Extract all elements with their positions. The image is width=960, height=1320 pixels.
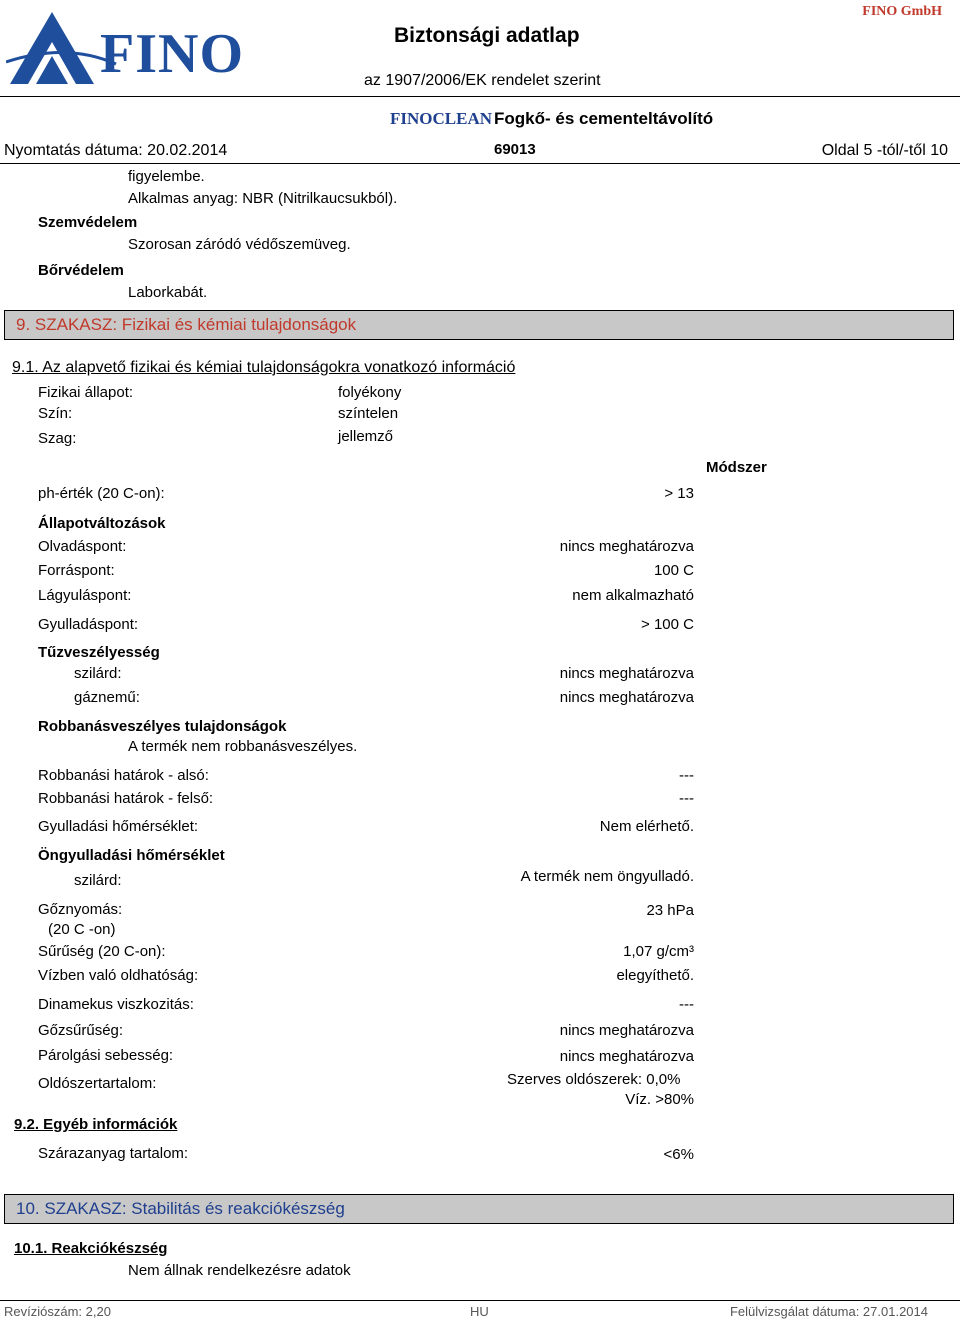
boiling-label: Forráspont: [38,562,115,579]
odor-label: Szag: [38,430,77,447]
section-9-header [4,310,954,340]
odor-value: jellemző [338,428,394,445]
physical-state-label: Fizikai állapot: [38,384,134,401]
continuation-line-1: figyelembe. [128,168,205,185]
ph-label: ph-érték (20 C-on): [38,485,165,502]
physical-state-value: folyékony [338,384,402,401]
ignition-temp-value: Nem elérhető. [599,818,694,835]
brand-name: FINOCLEAN [390,109,493,128]
lower-limit-value: --- [679,767,694,784]
language-code: HU [470,1304,489,1319]
solubility-value: elegyíthető. [616,967,694,984]
upper-limit-label: Robbanási határok - felső: [38,790,214,807]
revision-number: Revíziószám: 2,20 [4,1304,111,1319]
color-label: Szín: [38,405,73,422]
upper-limit-value: --- [679,790,694,807]
vapor-pressure-label: Gőznyomás: [38,901,123,918]
density-value: 1,07 g/cm³ [623,943,694,960]
company-logo [6,2,244,88]
solvent-value-1: Szerves oldószerek: 0,0% [507,1071,681,1088]
section-10-title: 10. SZAKASZ: Stabilitás és reakciókészség [16,1199,345,1218]
header-divider [0,96,960,97]
flash-point-value: > 100 C [641,616,694,633]
vapor-pressure-sub: (20 C -on) [48,921,116,938]
autoignition-solid-value: A termék nem öngyulladó. [520,868,694,885]
fire-hazard-heading: Tűzveszélyesség [38,644,160,661]
solubility-label: Vízben való oldhatóság: [38,967,199,984]
softening-label: Lágyuláspont: [38,587,132,604]
explosive-heading: Robbanásveszélyes tulajdonságok [38,718,287,735]
page-number: Oldal 5 -tól/-től 10 [821,142,948,159]
lower-limit-label: Robbanási határok - alsó: [38,767,209,784]
skin-protection-label: Bőrvédelem [38,262,124,279]
fire-solid-value: nincs meghatározva [559,665,694,682]
product-name: Fogkő- és cementeltávolító [494,109,714,128]
eye-protection-text: Szorosan záródó védőszemüveg. [128,236,351,253]
state-changes-heading: Állapotváltozások [38,515,166,532]
explosive-text: A termék nem robbanásveszélyes. [128,738,358,755]
vapor-density-label: Gőzsűrűség: [38,1022,124,1039]
vapor-density-value: nincs meghatározva [559,1022,694,1039]
subsection-10-1: 10.1. Reakciókészség [14,1240,168,1257]
ph-value: > 13 [664,485,694,502]
section-9-title: 9. SZAKASZ: Fizikai és kémiai tulajdonságok [16,315,357,334]
viscosity-value: --- [679,996,694,1013]
subsection-9-1: 9.1. Az alapvető fizikai és kémiai tulajdonságokra vonatkozó információ [12,359,516,376]
vapor-pressure-value: 23 hPa [646,902,694,919]
review-date: Felülvizsgálat dátuma: 27.01.2014 [729,1304,928,1319]
fire-gas-label: gáznemű: [74,689,140,706]
continuation-line-2: Alkalmas anyag: NBR (Nitrilkaucsukból). [128,190,398,207]
boiling-value: 100 C [653,562,694,579]
document-title: Biztonsági adatlap [394,24,580,47]
solvent-value-2: Víz. >80% [625,1091,694,1108]
melting-label: Olvadáspont: [38,538,127,555]
method-header: Módszer [706,459,767,476]
eye-protection-label: Szemvédelem [38,214,138,231]
dry-matter-label: Szárazanyag tartalom: [38,1145,189,1162]
dry-matter-value: <6% [663,1146,694,1163]
flash-point-label: Gyulladáspont: [38,616,139,633]
company-name: FINO GmbH [862,4,942,19]
color-value: színtelen [338,405,399,422]
print-date: Nyomtatás dátuma: 20.02.2014 [4,142,228,159]
evaporation-value: nincs meghatározva [559,1048,694,1065]
autoignition-heading: Öngyulladási hőmérséklet [38,847,225,864]
regulation-text: az 1907/2006/EK rendelet szerint [364,72,601,89]
softening-value: nem alkalmazható [572,587,694,604]
header-bottom-divider [0,163,960,164]
skin-protection-text: Laborkabát. [128,284,208,301]
ignition-temp-label: Gyulladási hőmérséklet: [38,818,199,835]
footer-divider [0,1300,960,1301]
density-label: Sűrűség (20 C-on): [38,943,166,960]
logo-text: FINO [100,23,244,85]
autoignition-solid-label: szilárd: [74,872,122,889]
evaporation-label: Párolgási sebesség: [38,1047,174,1064]
solvent-label: Oldószertartalom: [38,1075,157,1092]
melting-value: nincs meghatározva [559,538,694,555]
reactivity-text: Nem állnak rendelkezésre adatok [128,1262,351,1279]
fire-solid-label: szilárd: [74,665,122,682]
fire-gas-value: nincs meghatározva [559,689,694,706]
viscosity-label: Dinamekus viszkozitás: [38,996,194,1013]
subsection-9-2: 9.2. Egyéb információk [14,1116,178,1133]
section-10-header [4,1194,954,1224]
product-code: 69013 [494,141,536,158]
